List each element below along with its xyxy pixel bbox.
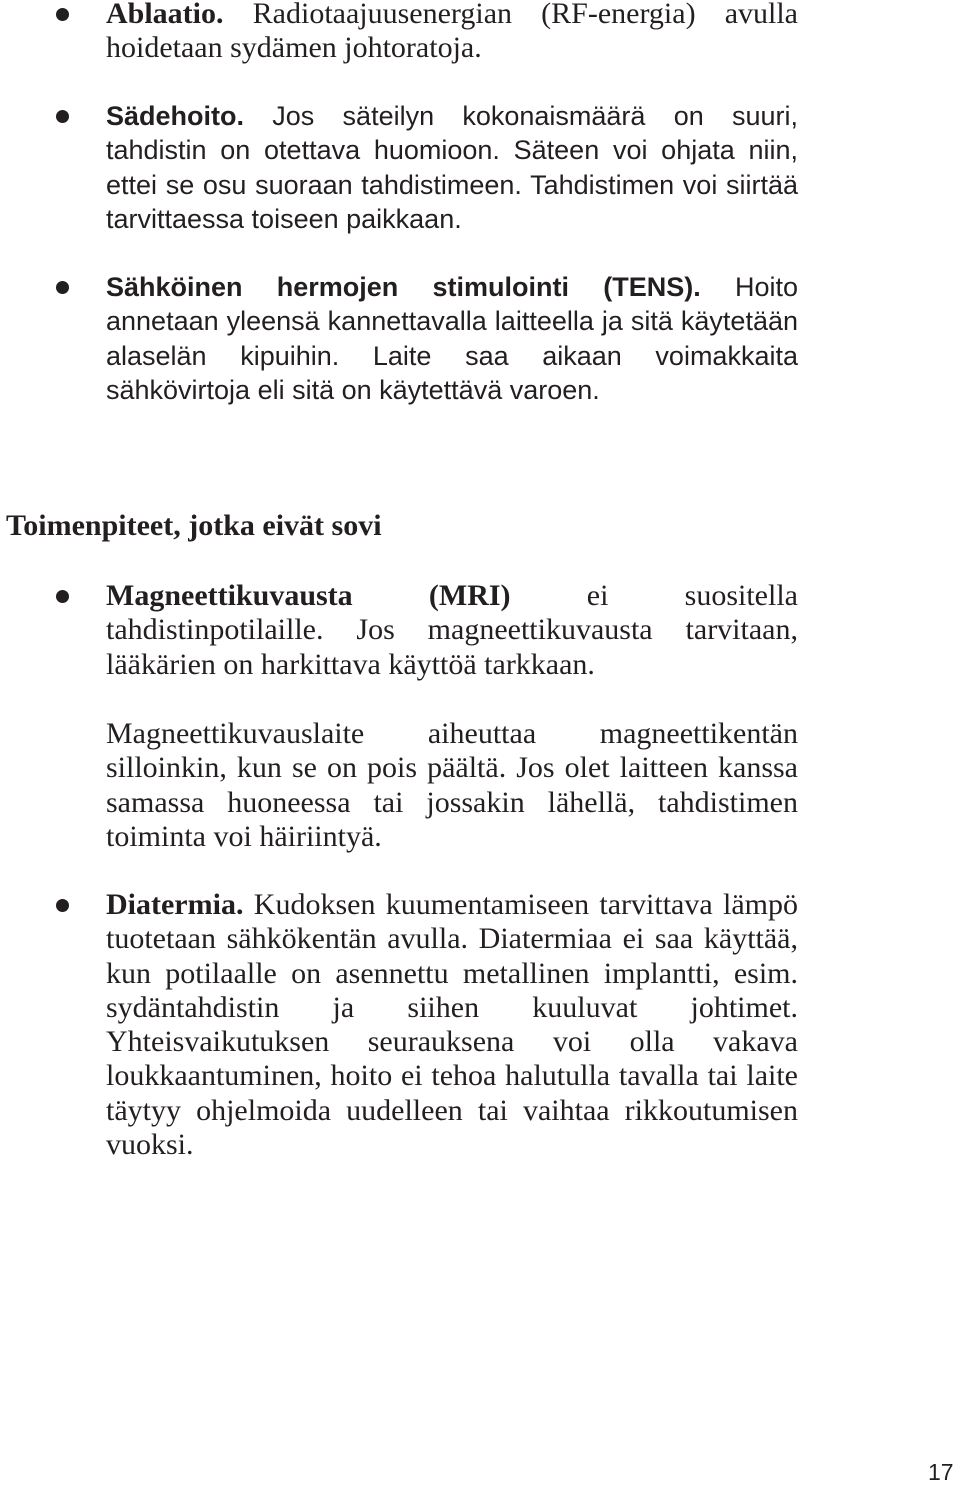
- list-item-title: Ablaatio.: [106, 0, 224, 30]
- bullet-icon: [56, 8, 69, 21]
- section-heading: Toimenpiteet, jotka eivät sovi: [6, 509, 382, 542]
- list-item-title: Diatermia.: [106, 888, 244, 921]
- list-item-title: Sädehoito.: [106, 101, 245, 131]
- bullet-icon: [56, 590, 69, 603]
- bullet-icon: [56, 110, 69, 123]
- list-item-text: Diatermia. Kudoksen kuumentamiseen tarvittava lämpö tuotetaan sähkökentän avulla. Diatermiaa ei saa käyttää, kun potilaalle on asennettu metallinen implantti, esim. sydäntahdistin ja siihen kuuluvat johtimet. Yhteisvaikutuksen seurauksena voi olla vakava loukkaantuminen, hoito ei tehoa halutulla tavalla tai laite täytyy ohjelmoida uudelleen tai vaihtaa rikkoutumisen vuoksi.: [106, 888, 798, 1162]
- list-item-text: Ablaatio. Radiotaajuusenergian (RF-energia) avulla hoidetaan sydämen johtoratoja.: [106, 0, 798, 66]
- list-item-text: Sädehoito. Jos säteilyn kokonaismäärä on suuri, tahdistin on otettava huomioon. Säteen voi ohjata niin, ettei se osu suoraan tahdistimeen. Tahdistimen voi siirtää tarvittaessa toiseen paikkaan.: [106, 101, 798, 234]
- list-item-text: Magneettikuvausta (MRI) ei suositella tahdistinpotilaille. Jos magneettikuvausta tarvitaan, lääkärien on harkittava käyttöä tarkkaan.: [106, 579, 798, 681]
- bullet-icon: [56, 899, 69, 912]
- page-number: 17: [928, 1459, 954, 1485]
- list-item-text: Sähköinen hermojen stimulointi (TENS). Hoito annetaan yleensä kannettavalla laitteella ja sitä käytetään alaselän kipuihin. Laite saa aikaan voimakkaita sähkövirtoja eli sitä on käytettävä varoen.: [106, 272, 798, 405]
- bullet-icon: [56, 281, 69, 294]
- list-item-paragraph: Magneettikuvauslaite aiheuttaa magneettikentän silloinkin, kun se on pois päältä. Jos olet laitteen kanssa samassa huoneessa tai jossakin lähellä, tahdistimen toiminta voi häiriintyä.: [106, 717, 798, 853]
- list-item-title: Sähköinen hermojen stimulointi (TENS).: [106, 272, 701, 302]
- list-item-title: Magneettikuvausta (MRI): [106, 579, 511, 612]
